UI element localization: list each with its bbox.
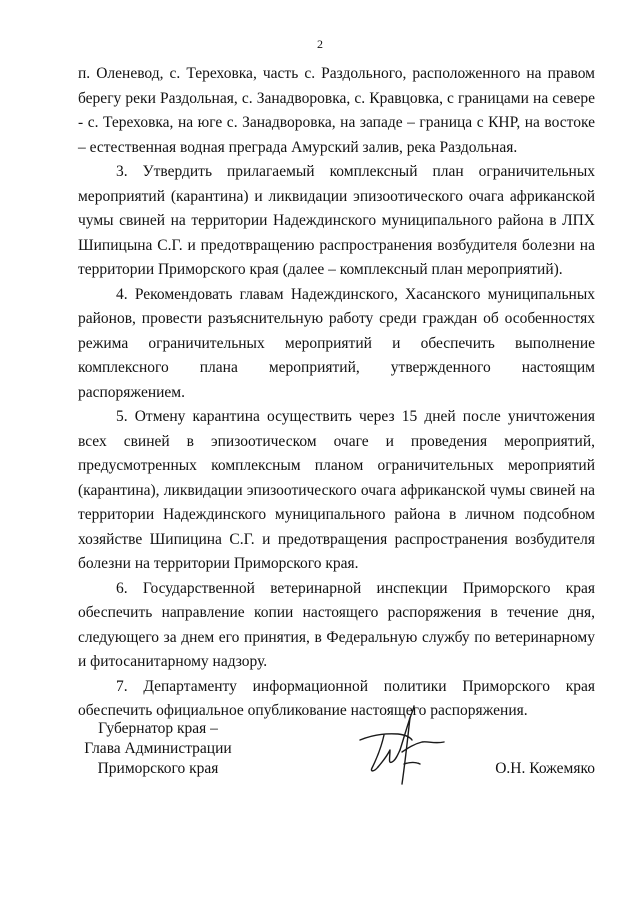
paragraph-item-5: 5. Отмену карантина осуществить через 15 дней после уничтожения всех свиней в эпизоотическом очаге и проведения мероприятий, предусмотренных комплексным планом ограничительных мероприятий (карантина), ликвидации эпизоотического очага африканской чумы свиней на территории Надеждинского муниципального района в личном подсобном хозяйстве Шипицина С.Г. и предотвращения распространения возбудителя болезни на территории Приморского края.: [78, 408, 595, 572]
handwritten-signature: [354, 704, 450, 790]
paragraph-item-3: 3. Утвердить прилагаемый комплексный план ограничительных мероприятий (карантина) и ликвидации эпизоотического очага африканской чумы свиней на территории Надеждинского муниципального района в ЛПХ Шипицына С.Г. и предотвращению распространения возбудителя болезни на территории Приморского края (далее – комплексный план мероприятий).: [78, 163, 595, 278]
signatory-title-line: Губернатор края –: [98, 720, 218, 737]
signatory-name: О.Н. Кожемяко: [495, 760, 595, 777]
signatory-title: [78, 719, 238, 779]
paragraph-item-6: 6. Государственной ветеринарной инспекции Приморского края обеспечить направление копии настоящего распоряжения в течение дня, следующего за днем его принятия, в Федеральную службу по ветеринарному и фитосанитарному надзору.: [78, 579, 595, 670]
paragraph-continuation: п. Оленевод, с. Тереховка, часть с. Раздольного, расположенного на правом берегу реки Раздольная, с. Занадворовка, с. Кравцовка, с границами на севере - с. Тереховка, на юге с. Занадворовка, на западе – граница с КНР, на востоке – естественная водная преграда Амурский залив, река Раздольная.: [78, 65, 595, 156]
paragraph-item-7: 7. Департаменту информационной политики Приморского края обеспечить официальное опубликование настоящего распоряжения.: [78, 677, 595, 719]
page-number: 2: [317, 37, 323, 51]
signatory-title-line: Приморского края: [97, 760, 219, 777]
paragraph-item-4: 4. Рекомендовать главам Надеждинского, Хасанского муниципальных районов, провести разъяснительную работу среди граждан об особенностях режима ограничительных мероприятий и обеспечить выполнение комплексного плана мероприятий, утвержденного настоящим распоряжением.: [78, 285, 595, 401]
signatory-title-line: Глава Администрации: [84, 740, 232, 757]
document-body: [78, 62, 595, 724]
